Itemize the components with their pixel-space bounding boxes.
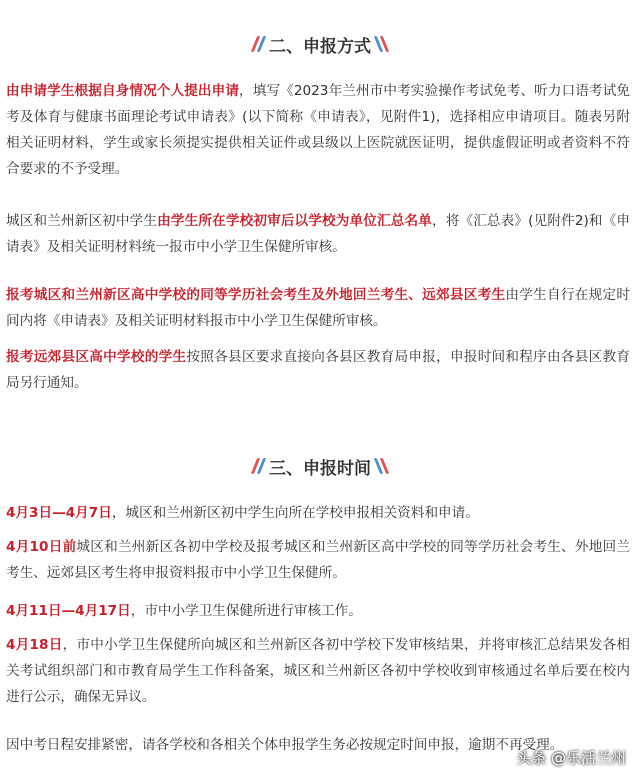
paragraph-date-apr10 [6,534,630,586]
slash-decoration-left-icon [254,458,263,474]
paragraph-suburban-applicants [6,344,630,396]
highlight-text: 4月3日—4月7日 [6,505,112,521]
section-three-heading [0,452,640,480]
section-two-heading [0,30,640,58]
slash-decoration-left-icon [254,36,263,52]
paragraph-date-apr18 [6,632,630,710]
highlight-text: 4月18日 [6,637,63,653]
highlight-text: 由学生所在学校初审后以学校为单位汇总名单 [157,213,432,229]
body-text: ，城区和兰州新区初中学生向所在学校申报相关资料和申请。 [111,505,479,521]
paragraph-individual-application [6,78,630,182]
paragraph-high-school-applicants [6,282,630,334]
watermark: 头条 @乐活兰州 [516,749,626,767]
highlight-text: 报考远郊县区高中学校的学生 [6,349,187,365]
highlight-text: 由申请学生根据自身情况个人提出申请 [6,83,240,99]
body-text: ，将《汇总表》(见附件2)和《申请表》及相关证明材料统一报市中小学卫生保健所审核。 [6,213,630,255]
body-text: 由学生自行在规定时间内将《申请表》及相关证明材料报市中小学卫生保健所审核。 [6,287,630,329]
body-text: ，市中小学卫生保健所向城区和兰州新区各初中学校下发审核结果，并将审核汇总结果发各相关考试组织部门和市教育局学生工作科备案，城区和兰州新区各初中学校收到审核通过名单后要在校内进行公示，确保无异议。 [6,637,630,705]
paragraph-urban-middle-school [6,208,630,260]
slash-decoration-right-icon [377,458,386,474]
body-text: ，市中小学卫生保健所进行审核工作。 [130,603,362,619]
highlight-text: 4月11日—4月17日 [6,603,131,619]
slash-decoration-right-icon [377,36,386,52]
paragraph-date-apr3-7 [6,500,630,526]
body-text: 因中考日程安排紧密，请各学校和各相关个体申报学生务必按规定时间申报，逾期不再受理。 [6,737,564,753]
highlight-text: 4月10日前 [6,539,77,555]
section-three-title: 三、申报时间 [269,458,371,479]
highlight-text: 报考城区和兰州新区高中学校的同等学历社会考生及外地回兰考生、远郊县区考生 [6,287,506,303]
body-text: ，填写《2023年兰州市中考实验操作考试免考、听力口语考试免考及体育与健康书面理论考试申请表》(以下简称《申请表》，见附件1)，选择相应申请项目。随表另附相关证明材料，学生或家长须提实提供相关证件或县级以上医院就医证明，提供虚假证明或者资料不符合要求的不予受理。 [6,83,631,177]
section-two-title: 二、申报方式 [269,36,371,57]
body-text: 按照各县区要求直接向各县区教育局申报，申报时间和程序由各县区教育局另行通知。 [6,349,631,391]
body-text: 城区和兰州新区初中学生 [6,213,158,229]
paragraph-date-apr11-17 [6,598,630,624]
body-text: 城区和兰州新区各初中学校及报考城区和兰州新区高中学校的同等学历社会考生、外地回兰考生、远郊县区考生将申报资料报市中小学卫生保健所。 [6,539,630,581]
